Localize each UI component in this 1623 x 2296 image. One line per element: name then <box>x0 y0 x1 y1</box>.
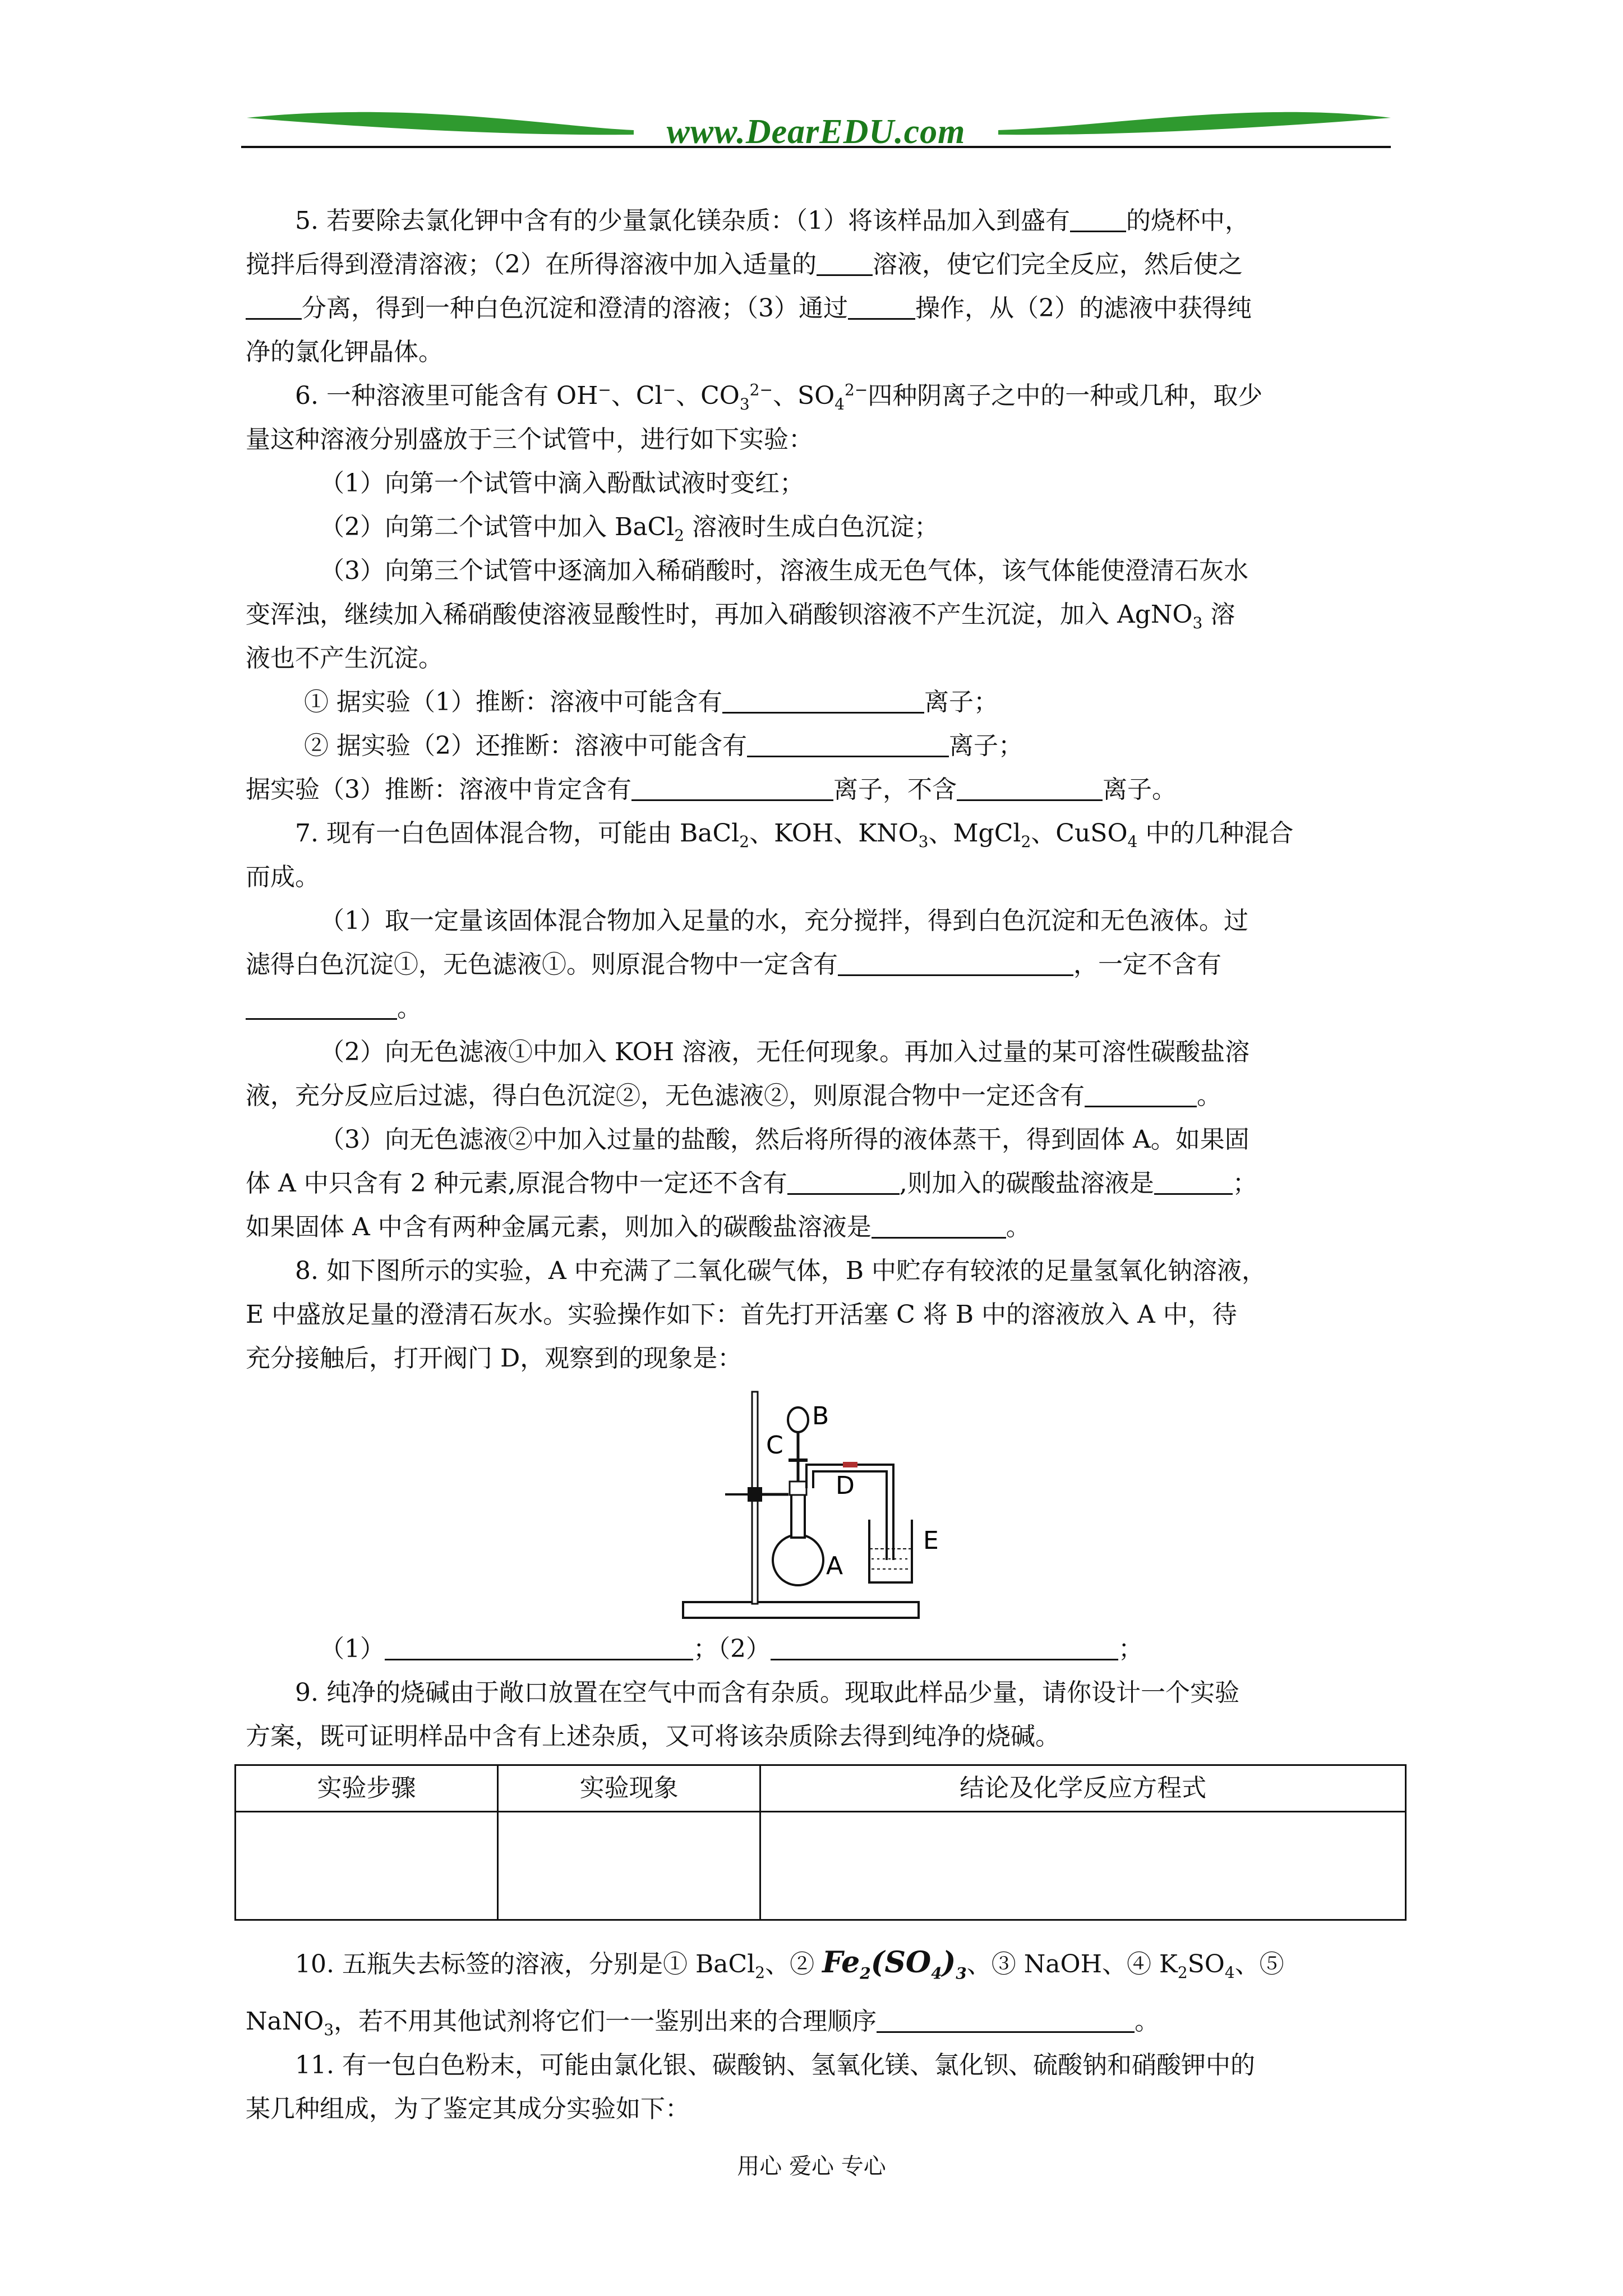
answer-blank[interactable] <box>771 1632 1118 1660</box>
apparatus-diagram <box>672 1381 952 1627</box>
question-9: 9. 纯净的烧碱由于敞口放置在空气中而含有杂质。现取此样品少量，请你设计一个实验 方案，既可证明样品中含有上述杂质，又可将该杂质除去得到纯净的烧碱。 实验步骤 实验现象 结论及化学反应方程式 <box>246 1671 1390 1921</box>
label-d: D <box>836 1471 855 1500</box>
answer-blank[interactable] <box>957 772 1103 801</box>
document-body <box>246 199 1390 2131</box>
answer-blank[interactable] <box>631 772 833 801</box>
label-b: B <box>812 1402 829 1430</box>
answer-blank[interactable] <box>817 247 873 276</box>
formula-fe2so43: $Fe_2(SO_4)_3$ <box>822 1945 967 1983</box>
answer-blank[interactable] <box>747 729 949 757</box>
answer-blank[interactable] <box>848 291 915 320</box>
table-header: 实验步骤 <box>236 1765 498 1812</box>
question-5: 5. 若要除去氯化钾中含有的少量氯化镁杂质：（1）将该样品加入到盛有 的烧杯中， 搅拌后得到澄清溶液；（2）在所得溶液中加入适量的 溶液，使它们完全反应，然后使之 分离，得到一种白色沉淀和澄清的溶液；（3）通过 操作，从（2）的滤液中获得纯 净的氯化钾晶体。 <box>246 199 1390 374</box>
table-cell[interactable] <box>498 1812 760 1920</box>
answer-blank[interactable] <box>877 2004 1135 2033</box>
question-6: 6. 一种溶液里可能含有 OH−、Cl−、$CO_3^{2-}$、$SO_4^{2-}$四种阴离子之中的一种或几种，取少 量这种溶液分别盛放于三个试管中，进行如下实验： （1）向第一个试管中滴入酚酞试液时变红； （2）向第二个试管中加入 BaCl$_2$ 溶液时生成白色沉淀； （3）向第三个试管中逐滴加入稀硝酸时，溶液生成无色气体，该气体能使澄清石灰水 变浑浊，继续加入稀硝酸使溶液显酸性时，再加入硝酸钡溶液不产生沉淀，加入 AgNO$_3$ 溶 液也不产生沉淀。 ① 据实验（1）推断：溶液中可能含有 离子； ② 据实验（2）还推断：溶液中可能含有 离子； 据实验（3）推断：溶液中肯定含有 离子，不含 离子。 <box>246 380 1263 804</box>
label-e: E <box>923 1526 939 1555</box>
answer-blank[interactable] <box>385 1632 693 1660</box>
site-logo: www.DearEDU.com <box>666 113 966 151</box>
label-a: A <box>826 1552 843 1580</box>
table-cell[interactable] <box>236 1812 498 1920</box>
apparatus-figure <box>246 1381 1390 1627</box>
table-header: 实验现象 <box>498 1765 760 1812</box>
table-header: 结论及化学反应方程式 <box>760 1765 1406 1812</box>
experiment-table <box>234 1764 1407 1921</box>
page-footer: 用心 爱心 专心 <box>737 2154 886 2179</box>
page-header <box>241 95 1391 157</box>
answer-blank[interactable] <box>246 991 397 1020</box>
answer-blank[interactable] <box>246 291 302 320</box>
answer-blank[interactable] <box>838 947 1073 976</box>
question-11: 11. 有一包白色粉末，可能由氯化银、碳酸钠、氢氧化镁、氯化钡、硫酸钠和硝酸钾中的 某几种组成，为了鉴定其成分实验如下： <box>246 2051 1255 2123</box>
answer-blank[interactable] <box>722 685 924 714</box>
question-7: 7. 现有一白色固体混合物，可能由 BaCl$_2$、KOH、$KNO_3$、MgCl$_2$、CuSO$_4$ 中的几种混合 而成。 （1）取一定量该固体混合物加入足量的水，充分搅拌，得到白色沉淀和无色液体。过 滤得白色沉淀①，无色滤液①。则原混合物中一定含有 ，一定不含有 。 （2）向无色滤液①中加入 KOH 溶液，无任何现象。再加入过量的某可溶性碳酸盐溶 液，充分反应后过滤，得白色沉淀②，无色滤液②，则原混合物中一定还含有 。 （3）向无色滤液②中加入过量的盐酸，然后将所得的液体蒸干，得到固体 A。如果固 体 A 中只含有 2 种元素,原混合物中一定还不含有 ,则加入的碳酸盐溶液是 ； 如果固体 A 中含有两种金属元素，则加入的碳酸盐溶液是 。 <box>246 819 1294 1241</box>
answer-blank[interactable] <box>872 1210 1006 1239</box>
answer-blank[interactable] <box>1070 204 1126 232</box>
question-8: 8. 如下图所示的实验，A 中充满了二氧化碳气体，B 中贮存有较浓的足量氢氧化钠溶液， E 中盛放足量的澄清石灰水。实验操作如下：首先打开活塞 C 将 B 中的溶液放入 A 中，待 充分接触后，打开阀门 D，观察到的现象是： A B C D E （1） ；（2） ； <box>246 1249 1390 1671</box>
table-cell[interactable] <box>760 1812 1406 1920</box>
label-c: C <box>766 1431 783 1460</box>
answer-blank[interactable] <box>1085 1079 1197 1107</box>
answer-blank[interactable] <box>787 1166 900 1195</box>
question-10: 10. 五瓶失去标签的溶液，分别是① BaCl$_2$、② $Fe_2(SO_4)_3$、③ NaOH、④ $K_2SO_4$、⑤ NaNO$_3$，若不用其他试剂将它们一一鉴别出来的合理顺序 。 <box>246 1945 1284 2039</box>
answer-blank[interactable] <box>1154 1166 1233 1195</box>
